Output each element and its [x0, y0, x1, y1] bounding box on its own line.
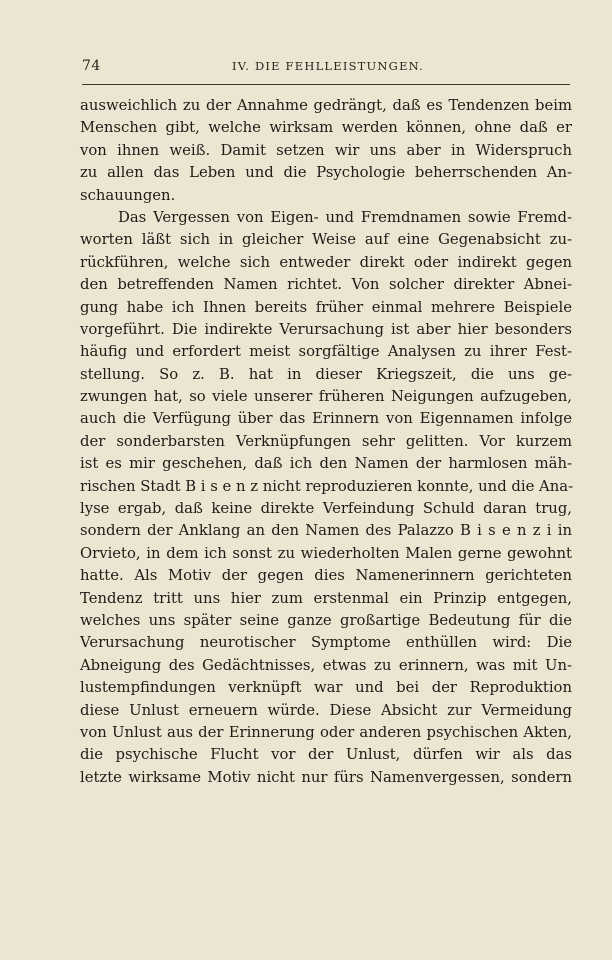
text-line: von ihnen weiß. Damit setzen wir uns aber in Widerspruch [80, 141, 572, 159]
text-line: zu allen das Leben und die Psychologie beherrschenden An- [80, 164, 572, 182]
text-line: Menschen gibt, welche wirksam werden können, ohne daß er [80, 119, 572, 137]
text-line: stellung. So z. B. hat in dieser Kriegszeit, die uns ge- [80, 365, 572, 383]
page-header [82, 58, 570, 80]
body-text [80, 95, 572, 789]
text-line: gung habe ich Ihnen bereits früher einmal mehrere Beispiele [80, 298, 572, 316]
text-line: der sonderbarsten Verknüpfungen sehr gelitten. Vor kurzem [80, 432, 572, 450]
text-line: auch die Verfügung über das Erinnern von Eigennamen infolge [80, 410, 572, 428]
text-line: welches uns später seine ganze großartige Bedeutung für die [80, 611, 572, 629]
text-line: hatte. Als Motiv der gegen dies Namenerinnern gerichteten [80, 567, 572, 585]
text-line: sondern der Anklang an den Namen des Palazzo B i s e n z i in [80, 522, 572, 540]
text-line: Verursachung neurotischer Symptome enthüllen wird: Die [80, 634, 572, 652]
text-line: vorgeführt. Die indirekte Verursachung ist aber hier besonders [80, 320, 572, 338]
header-rule [82, 84, 570, 85]
text-line: von Unlust aus der Erinnerung oder anderen psychischen Akten, [80, 723, 572, 741]
text-line: rückführen, welche sich entweder direkt oder indirekt gegen [80, 253, 572, 271]
text-line: rischen Stadt B i s e n z nicht reproduzieren konnte, und die Ana- [80, 477, 574, 495]
text-line: worten läßt sich in gleicher Weise auf eine Gegenabsicht zu- [80, 231, 572, 249]
text-line: Tendenz tritt uns hier zum erstenmal ein Prinzip entgegen, [80, 589, 572, 607]
text-line: ist es mir geschehen, daß ich den Namen der harmlosen mäh- [80, 455, 572, 473]
text-line: ausweichlich zu der Annahme gedrängt, daß es Tendenzen beim [80, 97, 572, 114]
text-line: zwungen hat, so viele unserer früheren Neigungen aufzugeben, [80, 388, 572, 406]
text-line: diese Unlust erneuern würde. Diese Absicht zur Vermeidung [80, 701, 572, 719]
text-line: die psychische Flucht vor der Unlust, dürfen wir als das [80, 746, 572, 764]
text-line: lyse ergab, daß keine direkte Verfeindung Schuld daran trug, [80, 500, 572, 518]
page-number: 74 [82, 58, 101, 74]
text-line: den betreffenden Namen richtet. Von solcher direkter Abnei- [80, 276, 572, 294]
text-line: häufig und erfordert meist sorgfältige Analysen zu ihrer Fest- [80, 343, 572, 361]
running-title: IV. DIE FEHLLEISTUNGEN. [232, 59, 425, 73]
text-line: Orvieto, in dem ich sonst zu wiederholten Malen gerne gewohnt [80, 544, 572, 562]
text-line: Das Vergessen von Eigen- und Fremdnamen sowie Fremd- [118, 208, 572, 226]
text-line: schauungen. [80, 186, 176, 204]
text-line: Abneigung des Gedächtnisses, etwas zu erinnern, was mit Un- [80, 656, 572, 674]
text-line: lustempfindungen verknüpft war und bei der Reproduktion [80, 679, 572, 697]
text-line: letzte wirksame Motiv nicht nur fürs Namenvergessen, sondern [80, 768, 572, 786]
